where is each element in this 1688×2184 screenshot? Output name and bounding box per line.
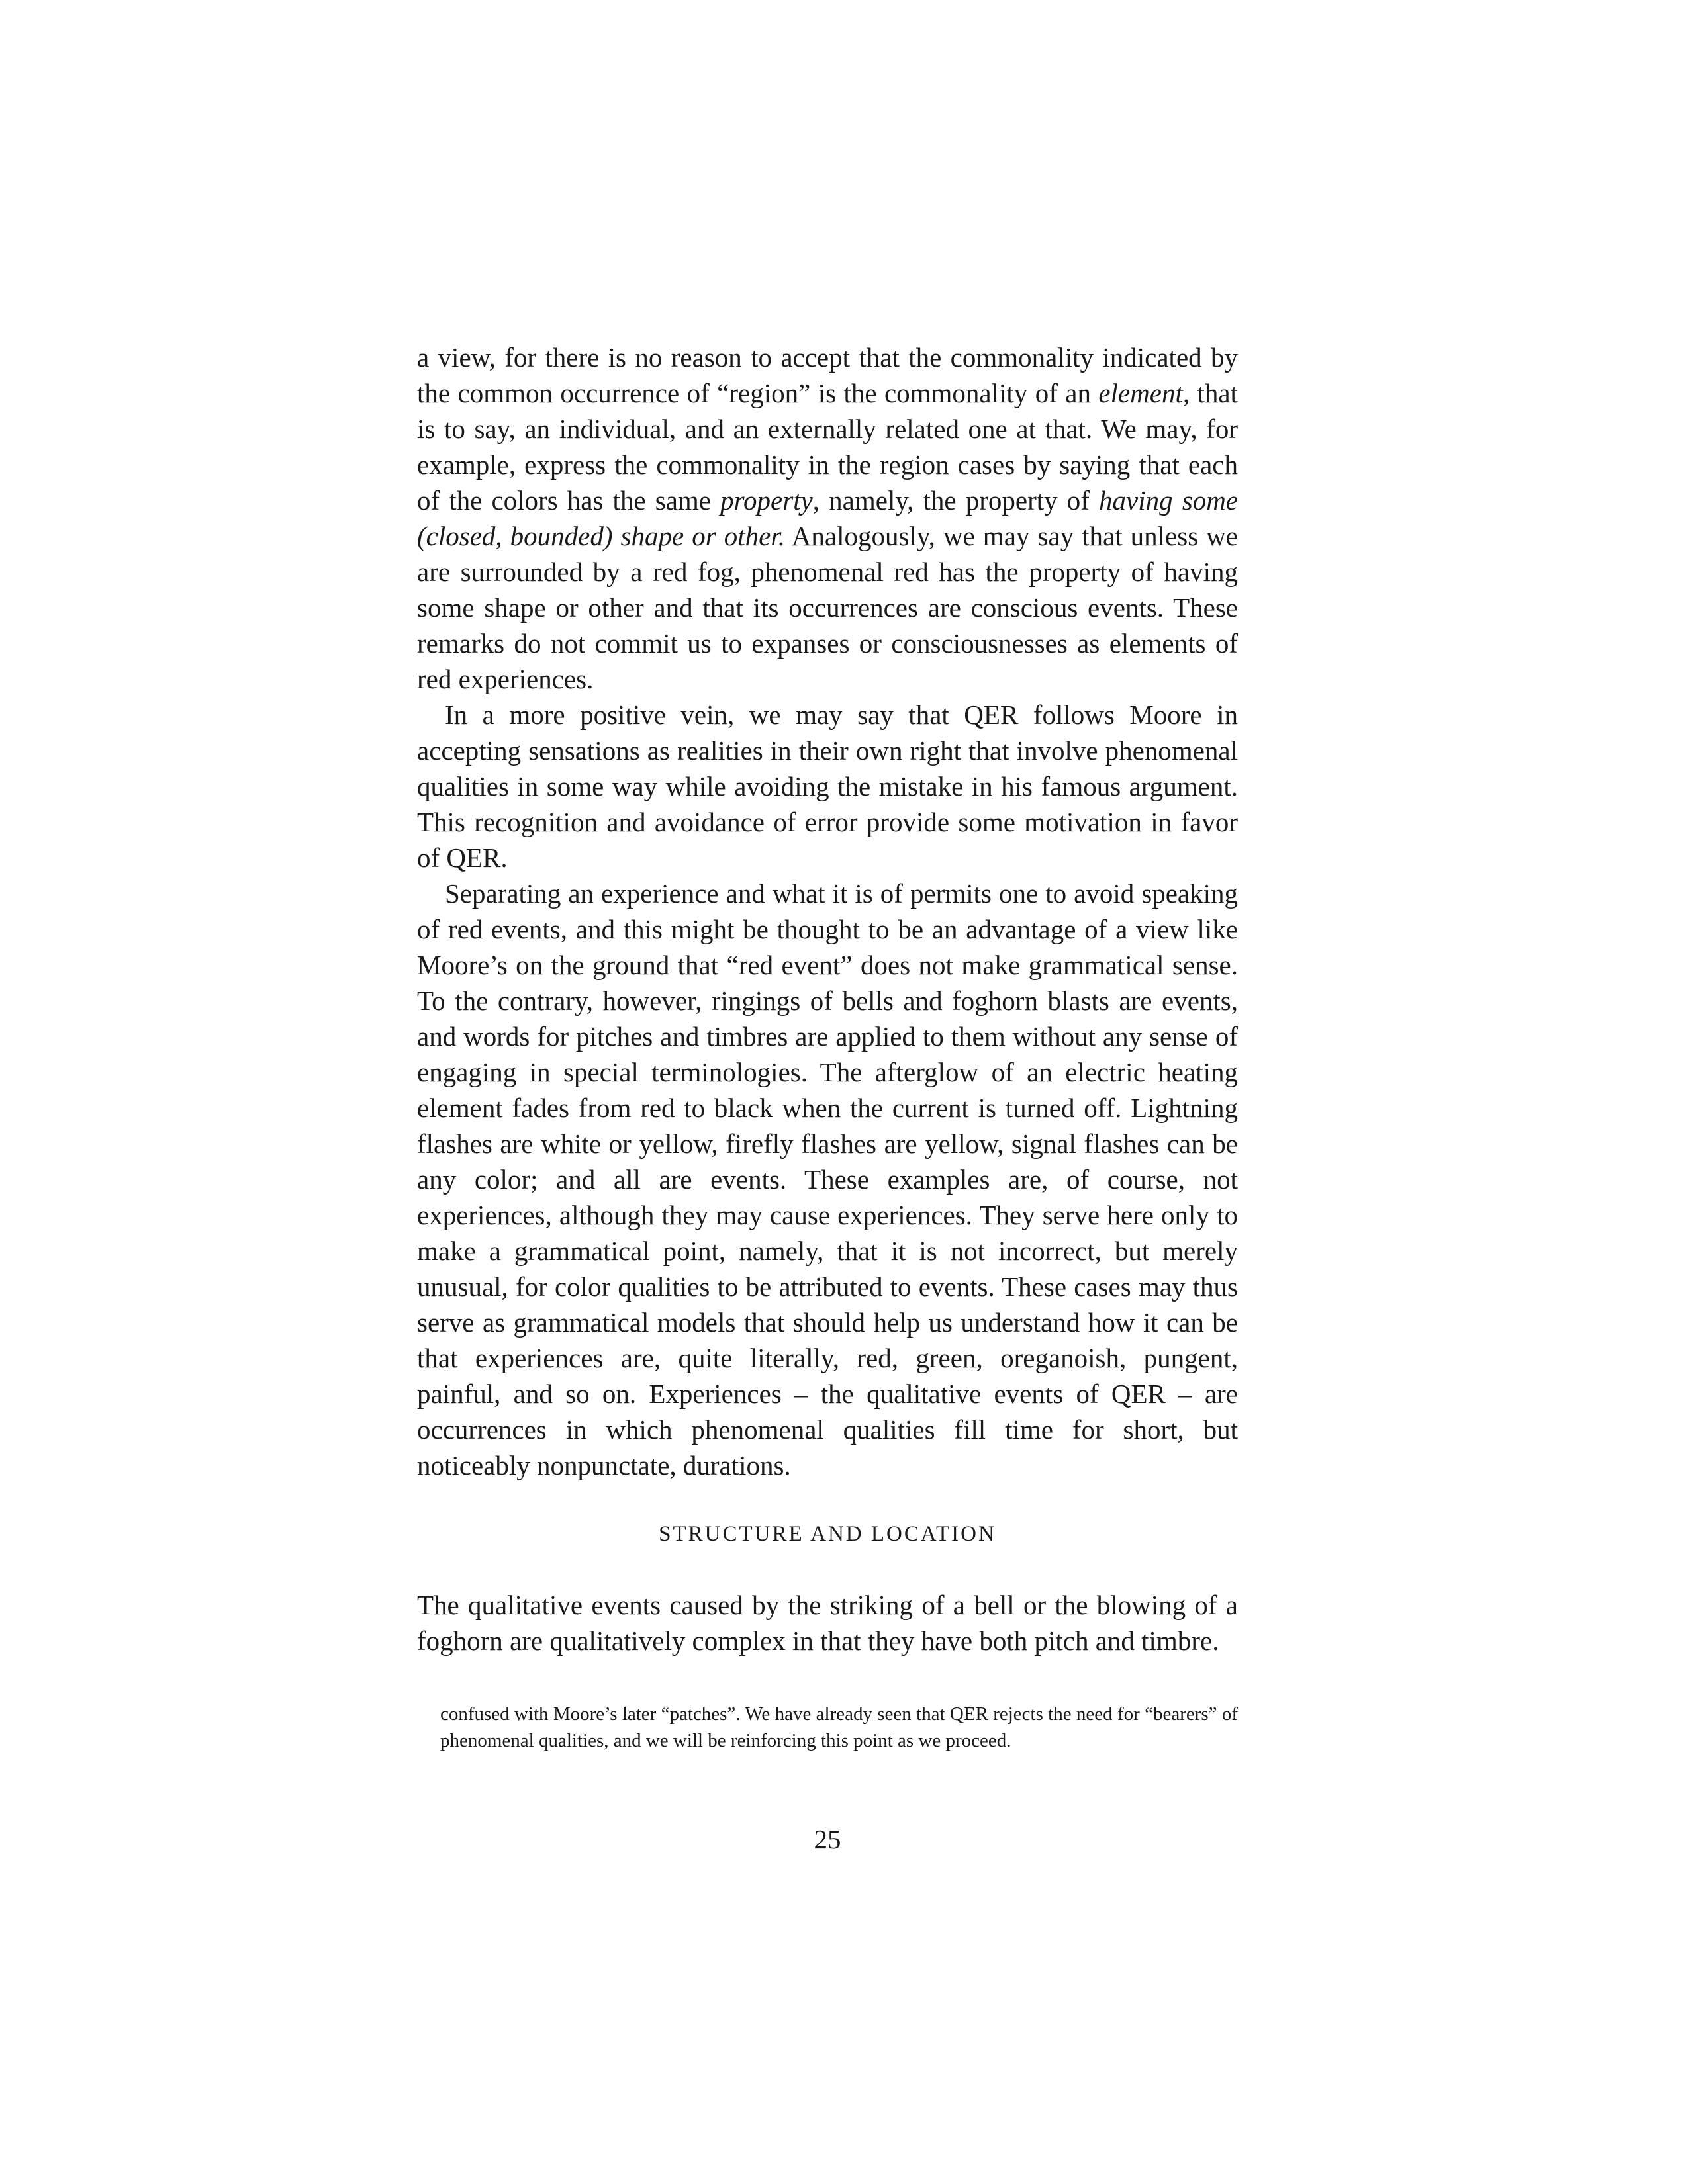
paragraph-2: In a more positive vein, we may say that QER follows Moore in accepting sensations as realities in their own right that involve phenomenal qualities in some way while avoiding the mistake in his famous argument. This recognition and avoidance of error provide some motivation in favor of QER. <box>417 700 1238 873</box>
section-text <box>417 1587 1238 1659</box>
paragraph-1: a view, for there is no reason to accept that the commonality indicated by the common occurrence of “region” is the commonality of an element, that is to say, an individual, and an externally related one at that. We may, for example, express the commonality in the region cases by saying that each of the colors has the same property, namely, the property of having some (closed, bounded) shape or other. Analogously, we may say that unless we are surrounded by a red fog, phenomenal red has the property of having some shape or other and that its occurrences are conscious events. These remarks do not commit us to expanses or consciousnesses as elements of red experiences. <box>417 342 1238 694</box>
section-heading: STRUCTURE AND LOCATION <box>659 1522 996 1546</box>
section-paragraph-1: The qualitative events caused by the striking of a bell or the blowing of a foghorn are qualitatively complex in that they have both pitch and timbre. <box>417 1590 1238 1656</box>
emphasis-property: property <box>720 485 813 516</box>
emphasis-having-shape: having some (closed, bounded) shape or other. <box>417 485 1238 551</box>
page-number: 25 <box>814 1824 841 1854</box>
emphasis-element: element, <box>1098 378 1190 408</box>
footnote: confused with Moore’s later “patches”. We have already seen that QER rejects the need for “bearers” of phenomenal qualities, and we will be reinforcing this point as we proceed. <box>440 1704 1238 1751</box>
paragraph-3: Separating an experience and what it is of permits one to avoid speaking of red events, and this might be thought to be an advantage of a view like Moore’s on the ground that “red event” does not make grammatical sense. To the contrary, however, ringings of bells and foghorn blasts are events, and words for pitches and timbres are applied to them without any sense of engaging in special terminologies. The afterglow of an electric heating element fades from red to black when the current is turned off. Lightning flashes are white or yellow, firefly flashes are yellow, signal flashes can be any color; and all are events. These examples are, of course, not experiences, although they may cause experiences. They serve here only to make a grammatical point, namely, that it is not incorrect, but merely unusual, for color qualities to be attributed to events. These cases may thus serve as grammatical models that should help us understand how it can be that experiences are, quite literally, red, green, oreganoish, pungent, painful, and so on. Experiences – the qualitative events of QER – are occurrences in which phenomenal qualities fill time for short, but noticeably nonpunctate, durations. <box>417 878 1238 1480</box>
body-text <box>417 340 1238 1483</box>
